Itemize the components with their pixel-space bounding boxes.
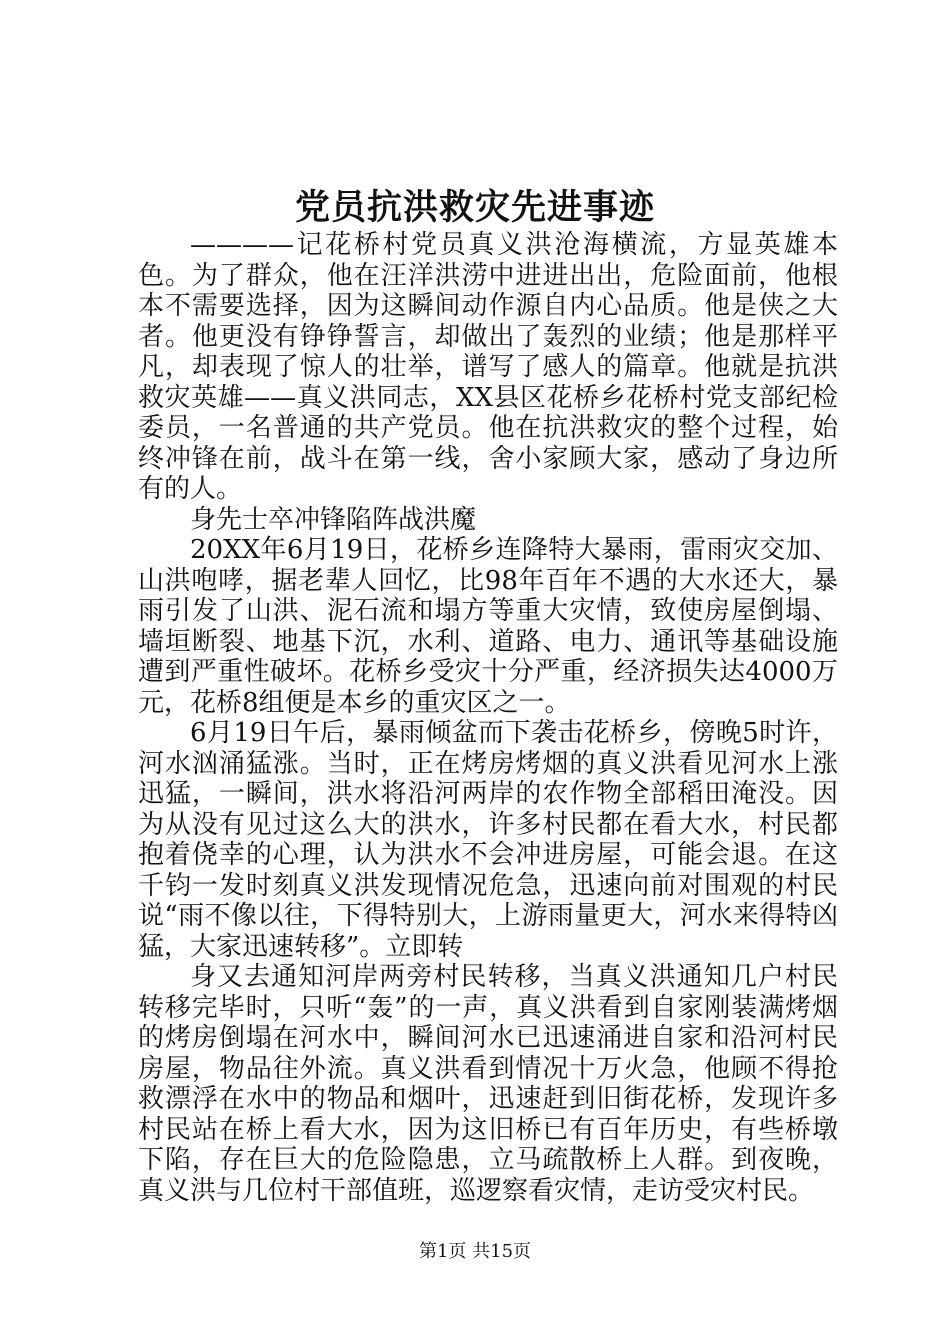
document-body <box>138 230 838 1206</box>
paragraph-afternoon: 6月19日午后，暴雨倾盆而下袭击花桥乡，傍晚5时许，河水汹涌猛涨。当时，正在烤房烤烟的真义洪看见河水上涨迅猛，一瞬间，洪水将沿河两岸的农作物全部稻田淹没。因为从没有见过这么大的洪水，许多村民都在看大水，村民都抱着侥幸的心理，认为洪水不会冲进房屋，可能会退。在这千钧一发时刻真义洪发现情况危急，迅速向前对围观的村民说“雨不像以往，下得特别大，上游雨量更大，河水来得特凶猛，大家迅速转移”。立即转 <box>138 718 838 962</box>
paragraph-disaster: 20XX年6月19日，花桥乡连降特大暴雨，雷雨灾交加、山洪咆哮，据老辈人回忆，比98年百年不遇的大水还大，暴雨引发了山洪、泥石流和塌方等重大灾情，致使房屋倒塌、墙垣断裂、地基下沉，水利、道路、电力、通讯等基础设施遭到严重性破坏。花桥乡受灾十分严重，经济损失达4000万元，花桥8组便是本乡的重灾区之一。 <box>138 535 838 718</box>
paragraph-intro: ————记花桥村党员真义洪沧海横流，方显英雄本色。为了群众，他在汪洋洪涝中进进出出，危险面前，他根本不需要选择，因为这瞬间动作源自内心品质。他是侠之大者。他更没有铮铮誓言，却做出了轰烈的业绩；他是那样平凡，却表现了惊人的壮举，谱写了感人的篇章。他就是抗洪救灾英雄——真义洪同志，XX县区花桥乡花桥村党支部纪检委员，一名普通的共产党员。他在抗洪救灾的整个过程，始终冲锋在前，战斗在第一线，舍小家顾大家，感动了身边所有的人。 <box>138 230 838 504</box>
paragraph-evacuation: 身又去通知河岸两旁村民转移，当真义洪通知几户村民转移完毕时，只听“轰”的一声，真义洪看到自家刚装满烤烟的烤房倒塌在河水中，瞬间河水已迅速涌进自家和沿河村民房屋，物品往外流。真义洪看到情况十万火急，他顾不得抢救漂浮在水中的物品和烟叶，迅速赶到旧街花桥，发现许多村民站在桥上看大水，因为这旧桥已有百年历史，有些桥墩下陷，存在巨大的危险隐患，立马疏散桥上人群。到夜晚，真义洪与几位村干部值班，巡逻察看灾情，走访受灾村民。 <box>138 962 838 1206</box>
section-heading: 身先士卒冲锋陷阵战洪魔 <box>190 504 477 535</box>
page-footer: 第1页 共15页 <box>418 1241 532 1262</box>
document-title: 党员抗洪救灾先进事迹 <box>294 187 655 228</box>
